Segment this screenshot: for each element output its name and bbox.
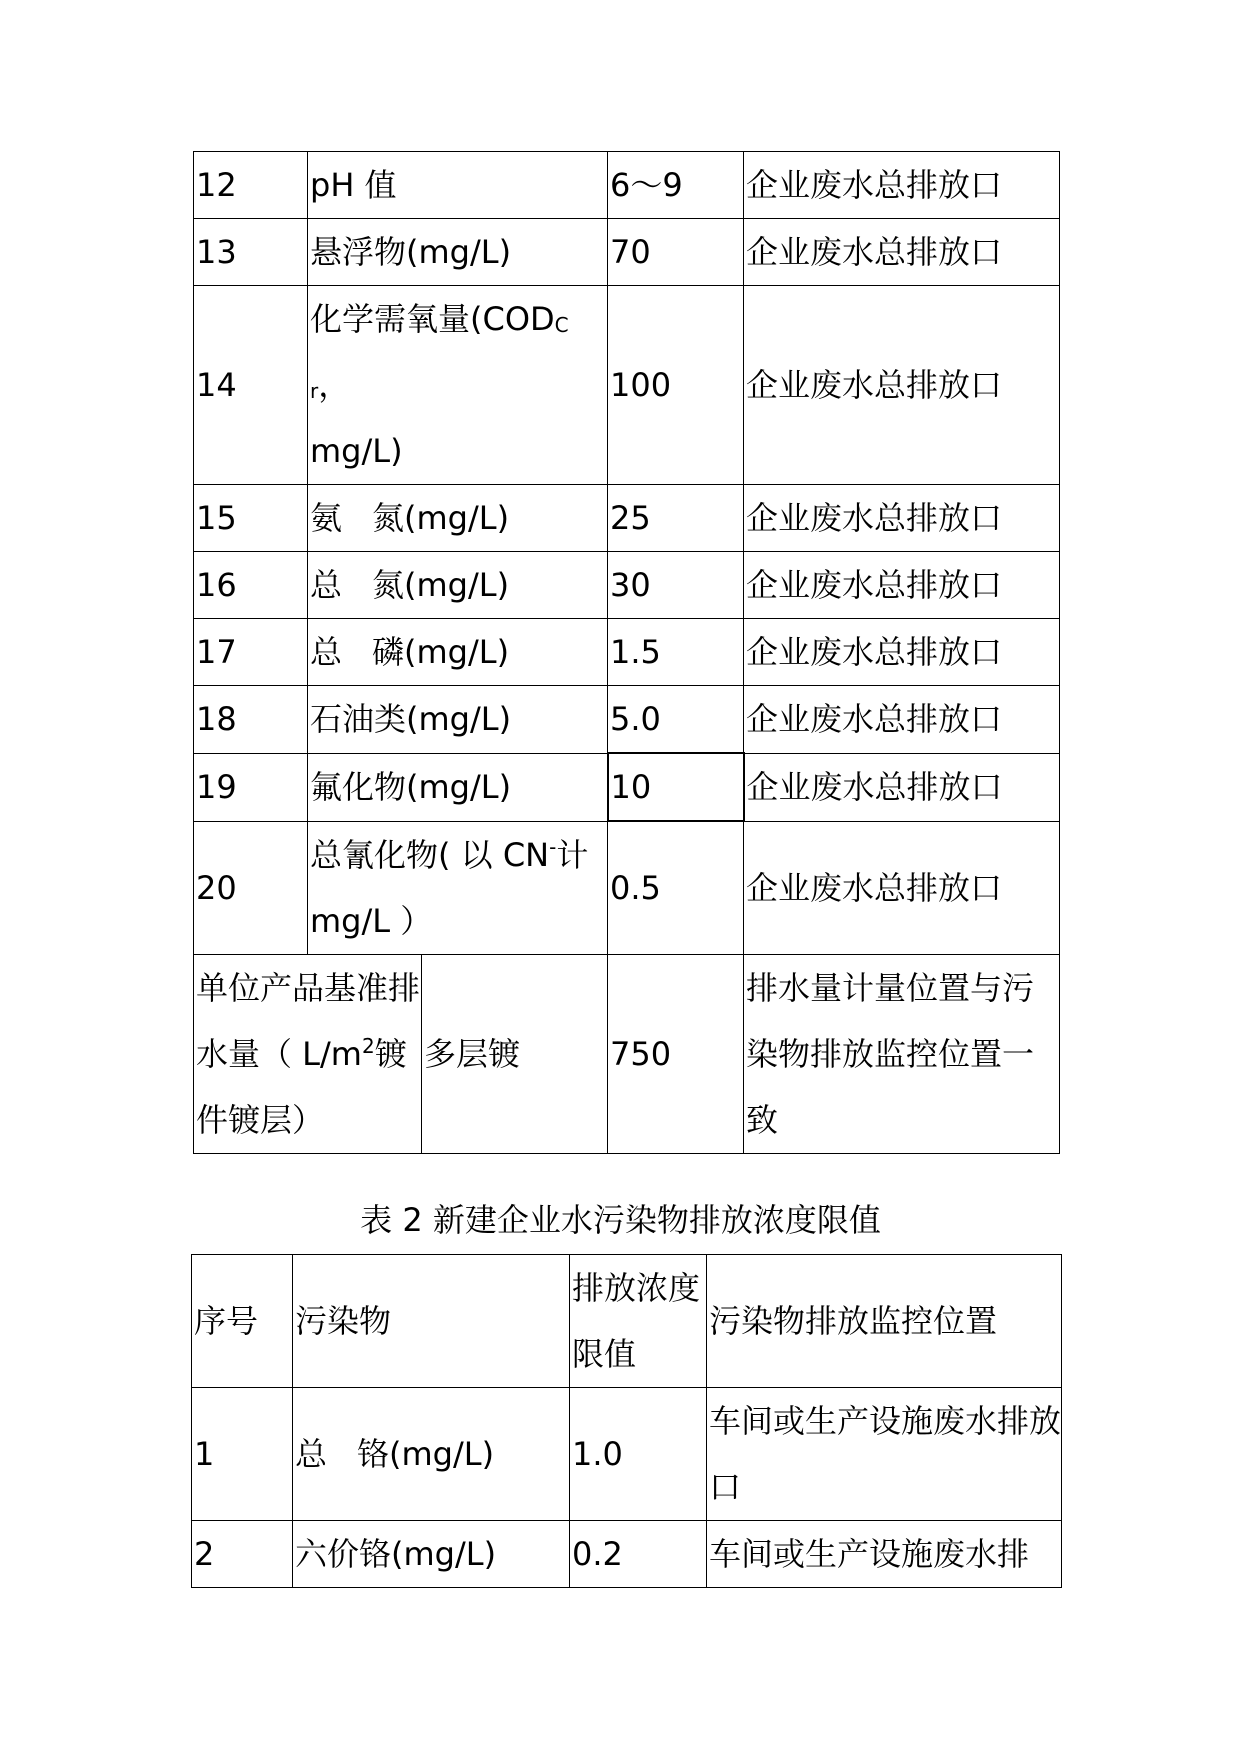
limit-value: 5.0 [608, 686, 744, 754]
monitoring-location: 企业废水总排放口 [744, 485, 1060, 552]
row-number: 20 [194, 821, 308, 954]
limit-value: 100 [608, 286, 744, 485]
limit-value: 1.0 [570, 1388, 707, 1521]
baseline-drainage-text: 单位产品基准排水量（ L/m [196, 968, 421, 1073]
row-number: 2 [192, 1521, 293, 1588]
monitoring-location: 车间或生产设施废水排放口 [707, 1388, 1062, 1521]
limit-value: 30 [608, 552, 744, 619]
pollutant-name-first: 总 [295, 1435, 328, 1473]
row-number: 17 [194, 619, 308, 686]
pollutant-name-comma: ， [318, 366, 351, 404]
header-no: 序号 [192, 1255, 293, 1388]
baseline-drainage-text-end: 镀件镀层） [196, 1034, 407, 1139]
pollutant-name-rest: 铬(mg/L) [357, 1435, 495, 1473]
row-number: 16 [194, 552, 308, 619]
row-number: 19 [194, 753, 308, 821]
limit-value: 1.5 [608, 619, 744, 686]
table-row [194, 485, 1060, 552]
pollutant-name-first: 总 [310, 633, 343, 671]
pollutant-name [308, 485, 608, 552]
monitoring-location: 企业废水总排放口 [744, 552, 1060, 619]
header-location: 污染物排放监控位置 [707, 1255, 1062, 1388]
limit-value: 0.2 [570, 1521, 707, 1588]
table-row [194, 753, 1060, 821]
pollutant-name-first: 总 [310, 566, 343, 604]
monitoring-location: 排水量计量位置与污染物排放监控位置一致 [744, 954, 1060, 1153]
monitoring-location: 企业废水总排放口 [744, 686, 1060, 754]
pollutant-unit: mg/L) [310, 432, 403, 470]
table-row [194, 552, 1060, 619]
limit-value: 10 [608, 753, 744, 821]
row-number: 12 [194, 152, 308, 219]
subscript-cr: Cr [310, 313, 569, 403]
table-row [194, 286, 1060, 485]
row-number: 18 [194, 686, 308, 754]
table-row [194, 686, 1060, 754]
pollutant-name-rest: 磷(mg/L) [372, 633, 510, 671]
monitoring-location: 企业废水总排放口 [744, 619, 1060, 686]
monitoring-location: 企业废水总排放口 [744, 753, 1060, 821]
pollutant-name-rest: 氮(mg/L) [372, 499, 510, 537]
pollutant-name [308, 552, 608, 619]
table-row [194, 219, 1060, 286]
table-header-row [192, 1255, 1062, 1388]
pollutant-name-first: 氨 [310, 499, 343, 537]
pollutant-limits-table-continued [193, 151, 1060, 1154]
pollutant-name-text: 化学需氧量(COD [310, 300, 555, 338]
table-row [194, 619, 1060, 686]
pollutant-name [308, 286, 608, 485]
limit-value: 750 [608, 954, 744, 1153]
monitoring-location: 车间或生产设施废水排 [707, 1521, 1062, 1588]
limit-value: 6～9 [608, 152, 744, 219]
monitoring-location: 企业废水总排放口 [744, 219, 1060, 286]
row-number: 13 [194, 219, 308, 286]
table-2-caption: 表 2 新建企业水污染物排放浓度限值 [360, 1201, 881, 1239]
table-row [192, 1388, 1062, 1521]
monitoring-location: 企业废水总排放口 [744, 152, 1060, 219]
superscript-2: 2 [361, 1033, 375, 1058]
monitoring-location: 企业废水总排放口 [744, 821, 1060, 954]
limit-value: 25 [608, 485, 744, 552]
pollutant-name [308, 619, 608, 686]
pollutant-name-rest: 氮(mg/L) [372, 566, 510, 604]
pollutant-name: 悬浮物(mg/L) [308, 219, 608, 286]
limit-value: 0.5 [608, 821, 744, 954]
pollutant-name [308, 821, 608, 954]
pollutant-name [293, 1388, 570, 1521]
limit-value: 70 [608, 219, 744, 286]
pollutant-name: 六价铬(mg/L) [293, 1521, 570, 1588]
pollutant-name: 石油类(mg/L) [308, 686, 608, 754]
baseline-drainage-label [194, 954, 422, 1153]
header-limit: 排放浓度限值 [570, 1255, 707, 1388]
monitoring-location: 企业废水总排放口 [744, 286, 1060, 485]
table-row [192, 1521, 1062, 1588]
row-number: 15 [194, 485, 308, 552]
header-pollutant: 污染物 [293, 1255, 570, 1388]
pollutant-unit: mg/L ） [310, 901, 433, 940]
pollutant-name-text: 总氰化物( 以 CN [310, 835, 550, 874]
plating-type: 多层镀 [422, 954, 608, 1153]
pollutant-name-suffix: 计 [556, 835, 589, 874]
table-row-footer [194, 954, 1060, 1153]
new-enterprise-limits-table [191, 1254, 1062, 1588]
pollutant-name: pH 值 [308, 152, 608, 219]
row-number: 14 [194, 286, 308, 485]
superscript-minus: - [549, 834, 557, 859]
table-row [194, 152, 1060, 219]
row-number: 1 [192, 1388, 293, 1521]
table-row [194, 821, 1060, 954]
pollutant-name: 氟化物(mg/L) [308, 753, 608, 821]
